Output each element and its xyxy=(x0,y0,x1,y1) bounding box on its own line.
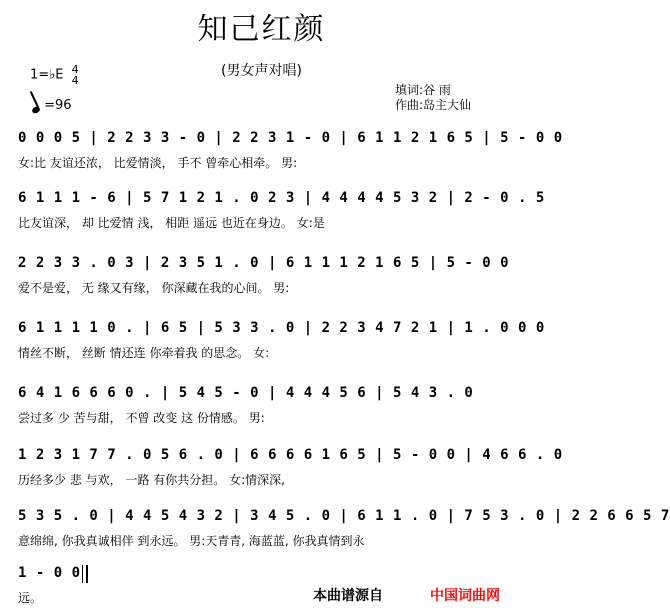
key-label: 1=♭E xyxy=(30,67,64,83)
notation-line: 6 1 1 1 1 0 . | 6 5 | 5 3 3 . 0 | 2 2 3 4 7 2 1 | 1 . 0 0 0 xyxy=(18,320,545,336)
lyricist-credit: 填词:谷 雨 xyxy=(395,83,451,97)
credits xyxy=(395,83,471,113)
lyrics-line: 爱不是爱， 无 缘又有缘， 你深藏在我的心间。 男: xyxy=(18,281,290,295)
song-subtitle: (男女声对唱) xyxy=(221,63,302,79)
notation-line: 2 2 3 3 . 0 3 | 2 3 5 1 . 0 | 6 1 1 1 2 1 6 5 | 5 - 0 0 xyxy=(18,255,510,271)
lyrics-line: 比友谊深， 却 比爱情 浅， 相距 遥远 也近在身边。 女:是 xyxy=(18,216,325,230)
notation-line: 1 2 3 1 7 7 . 0 5 6 . 0 | 6 6 6 6 1 6 5 | 5 - 0 0 | 4 6 6 . 0 xyxy=(18,447,563,463)
lyrics-line: 历经多少 悲 与欢， 一路 有你共分担。 女:情深深, xyxy=(18,473,285,487)
song-title: 知己红颜 xyxy=(197,12,326,47)
lyrics-line: 女:比 友谊还浓， 比爱情淡， 手不 曾牵心相牵。 男: xyxy=(18,156,298,170)
lyrics-line: 情丝不断， 丝断 情还连 你牵着我 的思念。 女: xyxy=(18,346,270,360)
site-name-link[interactable]: 中国词曲网 xyxy=(430,588,500,604)
notation-line: 1 - 0 0 xyxy=(18,565,81,581)
key-signature xyxy=(30,64,79,86)
lyrics-line: 尝过多 少 苦与甜， 不曾 改变 这 份情感。 男: xyxy=(18,411,265,425)
notation-line: 6 4 1 6 6 6 0 . | 5 4 5 - 0 | 4 4 4 5 6 | 5 4 3 . 0 xyxy=(18,385,474,401)
time-signature xyxy=(72,64,79,86)
final-barline-thin xyxy=(82,565,83,583)
quarter-note-icon xyxy=(31,106,41,115)
composer-credit: 作曲:岛主大仙 xyxy=(395,98,472,112)
notation-line: 0 0 0 5 | 2 2 3 3 - 0 | 2 2 3 1 - 0 | 6 1 1 2 1 6 5 | 5 - 0 0 xyxy=(18,130,563,146)
tempo-marking xyxy=(32,98,72,113)
tempo-value: =96 xyxy=(44,98,72,113)
time-signature-bottom: 4 xyxy=(71,74,79,87)
notation-line: 6 1 1 1 - 6 | 5 7 1 2 1 . 0 2 3 | 4 4 4 4 5 3 2 | 2 - 0 . 5 xyxy=(18,190,545,206)
lyrics-line: 意绵绵, 你我真诚相伴 到永远。 男:天青青, 海蓝蓝, 你我真情到永 xyxy=(18,534,365,548)
source-label: 本曲谱源自 xyxy=(313,588,383,604)
lyrics-line: 远。 xyxy=(18,591,43,605)
time-signature-top: 4 xyxy=(71,63,79,76)
final-barline xyxy=(86,565,88,583)
notation-line: 5 3 5 . 0 | 4 4 5 4 3 2 | 3 4 5 . 0 | 6 1 1 . 0 | 7 5 3 . 0 | 2 2 6 6 5 7 xyxy=(18,508,670,524)
